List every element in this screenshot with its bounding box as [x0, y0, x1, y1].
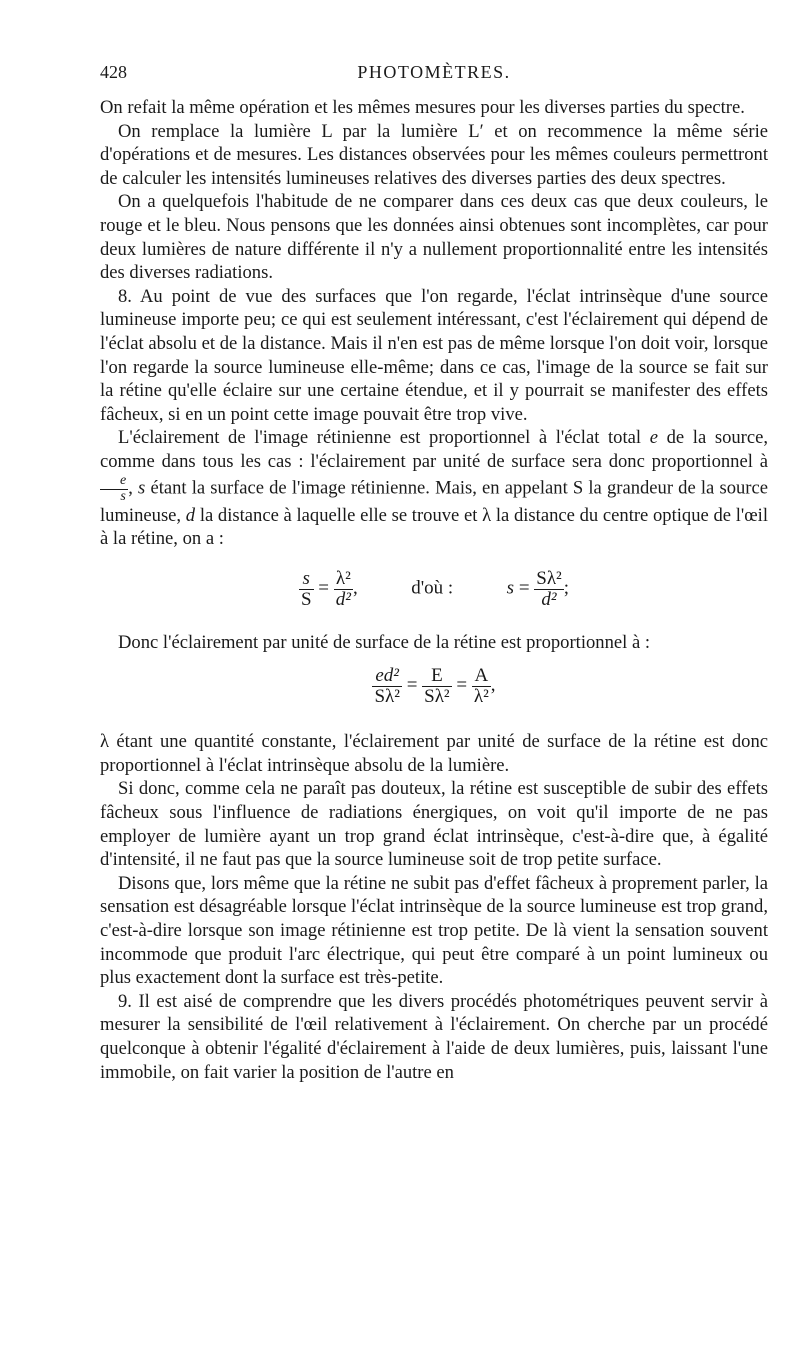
p5-text-b: de la source, comme dans tous les cas : l'éclairement par unité de surface sera donc proportionnel à	[100, 427, 769, 472]
eq2-equals-1: =	[406, 674, 418, 696]
running-title: PHOTOMÈTRES.	[357, 62, 511, 82]
p5-text-a: L'éclairement de l'image rétinienne est proportionnel à l'éclat total	[118, 427, 642, 449]
eq1-equals-2: =	[518, 577, 530, 599]
eq1-lhs-den: S	[300, 588, 312, 610]
paragraph-section-9: 9. Il est aisé de comprendre que les divers procédés photométriques peuvent servir à mesurer la sensibilité de l'œil relativement à l'éclairement. On cherche par un procédé quelconque à obtenir l'égalité d'éclairement à l'aide de deux lumières, puis, laissant l'une immobile, on fait varier la position de l'autre en	[100, 990, 768, 1083]
paragraph-section-8: 8. Au point de vue des surfaces que l'on regarde, l'éclat intrinsèque d'une source lumineuse importe peu; ce qui est seulement intéressant, c'est l'éclairement qui dépend de l'éclat absolu et de la distance. Mais il n'en est pas de même lorsque l'on doit voir, lorsque l'on regarde la source lumineuse elle-même; dans ce cas, l'image de la source se fait sur la rétine qu'elle éclaire sur une certaine étendue, et il y pourrait se manifester des effets fâcheux, si en un point cette image pouvait être trop vive.	[100, 285, 768, 425]
p5-comma: ,	[128, 476, 133, 498]
eq2-b-num: E	[422, 666, 451, 687]
eq1-frac-s-over-S	[299, 569, 314, 609]
equation-1	[100, 569, 768, 609]
eq2-frac-b	[422, 666, 451, 706]
p5-text-e: la distance à laquelle elle se trouve et λ la distance du centre optique de l'œil à la rétine, on a :	[100, 504, 769, 550]
book-page	[100, 62, 768, 1084]
p5-var-s: s	[138, 476, 146, 498]
eq1-dou: d'où :	[411, 577, 454, 599]
p5-var-e: e	[649, 427, 658, 449]
eq1-equals: =	[318, 577, 329, 599]
page-number: 428	[100, 62, 127, 82]
eq2-a-den: Sλ²	[374, 686, 400, 708]
frac-num: e	[120, 472, 127, 488]
eq2-comma: ,	[490, 674, 496, 696]
eq1-semicolon: ;	[563, 577, 570, 599]
equation-2	[100, 666, 768, 706]
paragraph-8: Si donc, comme cela ne paraît pas douteux, la rétine est susceptible de subir des effets fâcheux sous l'influence de radiations énergiques, on voit qu'il importe de ne pas employer de lumière ayant un trop grand éclat intrinsèque, c'est-à-dire que, à égalité d'intensité, il ne faut pas que la source lumineuse soit de trop petite surface.	[100, 778, 768, 871]
eq1-lhs-num: s	[302, 567, 310, 589]
paragraph-6: Donc l'éclairement par unité de surface de la rétine est proportionnel à :	[118, 631, 651, 653]
eq2-frac-a	[372, 666, 401, 706]
eq1-r-den: d²	[541, 588, 557, 610]
eq1-s: s	[506, 577, 515, 599]
eq1-frac-lambda-over-d	[334, 569, 353, 609]
eq2-c-den: λ²	[473, 686, 489, 708]
page-header	[100, 62, 768, 96]
p5-var-d: d	[185, 504, 196, 526]
paragraph-3: On a quelquefois l'habitude de ne comparer dans ces deux cas que deux couleurs, le rouge et le bleu. Nous pensons que les données ainsi obtenues sont incomplètes, car pour deux lumières de nature différente il n'y a nullement proportionnalité entre les intensités des diverses radiations.	[100, 191, 768, 284]
paragraph-5	[100, 426, 768, 550]
paragraph-7: λ étant une quantité constante, l'éclairement par unité de surface de la rétine est donc proportionnel à l'éclat intrinsèque absolu de la lumière.	[100, 731, 768, 776]
eq2-frac-c	[472, 666, 491, 706]
eq2-b-den: Sλ²	[424, 686, 450, 708]
paragraph-1: On refait la même opération et les mêmes mesures pour les diverses parties du spectre.	[100, 97, 745, 118]
eq1-frac-Slambda-over-d	[534, 569, 563, 609]
eq1-comma: ,	[352, 577, 358, 599]
eq2-a-num: ed²	[375, 665, 400, 687]
p5-text-d: étant la surface de l'image rétinienne. Mais, en appelant S la grandeur de la source lumineuse,	[100, 476, 768, 526]
fraction-e-over-s	[100, 474, 128, 504]
eq2-equals-2: =	[456, 674, 468, 696]
eq1-rhs-den: d²	[335, 588, 351, 610]
eq1-r-num: Sλ²	[536, 567, 562, 589]
eq1-rhs-num: λ²	[334, 569, 353, 590]
eq2-c-num: A	[472, 666, 491, 687]
paragraph-9: Disons que, lors même que la rétine ne subit pas d'effet fâcheux à proprement parler, la sensation est désagréable lorsque l'éclat intrinsèque de la source lumineuse est trop grand, c'est-à-dire lorsque son image rétinienne est trop petite. De là vient la sensation souvent incommode que produit l'arc électrique, qui peut être comparé à un point lumineux ou plus exactement dont la surface est très-petite.	[100, 872, 768, 989]
frac-den: s	[120, 488, 126, 504]
paragraph-2: On remplace la lumière L par la lumière L′ et on recommence la même série d'opérations et de mesures. Les distances observées pour les mêmes couleurs permettront de calculer les intensités lumineuses relatives des diverses parties des deux spectres.	[100, 120, 768, 189]
